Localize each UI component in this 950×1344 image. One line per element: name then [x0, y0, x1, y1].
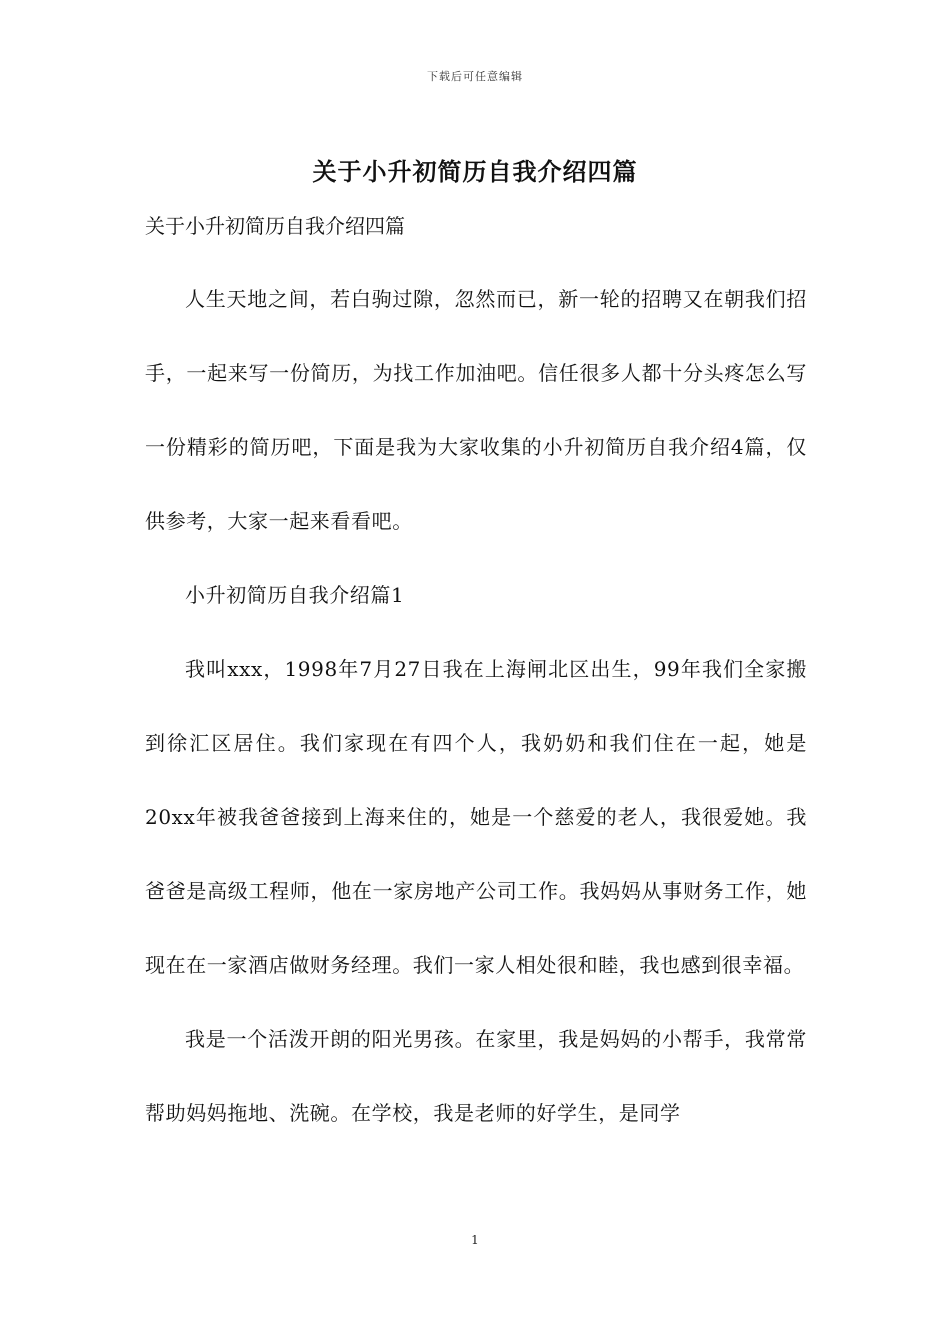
page-number: 1: [471, 1233, 479, 1247]
document-title: 关于小升初简历自我介绍四篇: [312, 157, 638, 186]
paragraph-family: 我叫xxx，1998年7月27日我在上海闸北区出生，99年我们全家搬到徐汇区居住。我们家现在有四个人，我奶奶和我们住在一起，她是20xx年被我爸爸接到上海来住的，她是一个慈爱的老人，我很爱她。我爸爸是高级工程师，他在一家房地产公司工作。我妈妈从事财务工作，她现在在一家酒店做财务经理。我们一家人相处很和睦，我也感到很幸福。: [145, 657, 807, 977]
paragraph-personality: 我是一个活泼开朗的阳光男孩。在家里，我是妈妈的小帮手，我常常帮助妈妈拖地、洗碗。在学校，我是老师的好学生，是同学: [145, 1027, 807, 1125]
paragraph-intro: 人生天地之间，若白驹过隙，忽然而已，新一轮的招聘又在朝我们招手，一起来写一份简历，为找工作加油吧。信任很多人都十分头疼怎么写一份精彩的简历吧，下面是我为大家收集的小升初简历自我介绍4篇，仅供参考，大家一起来看看吧。: [145, 287, 807, 533]
document-subtitle: 关于小升初简历自我介绍四篇: [145, 214, 405, 238]
header-note: 下载后可任意编辑: [427, 70, 523, 83]
section-heading: 小升初简历自我介绍篇1: [185, 583, 405, 607]
document-body: [145, 280, 807, 1150]
